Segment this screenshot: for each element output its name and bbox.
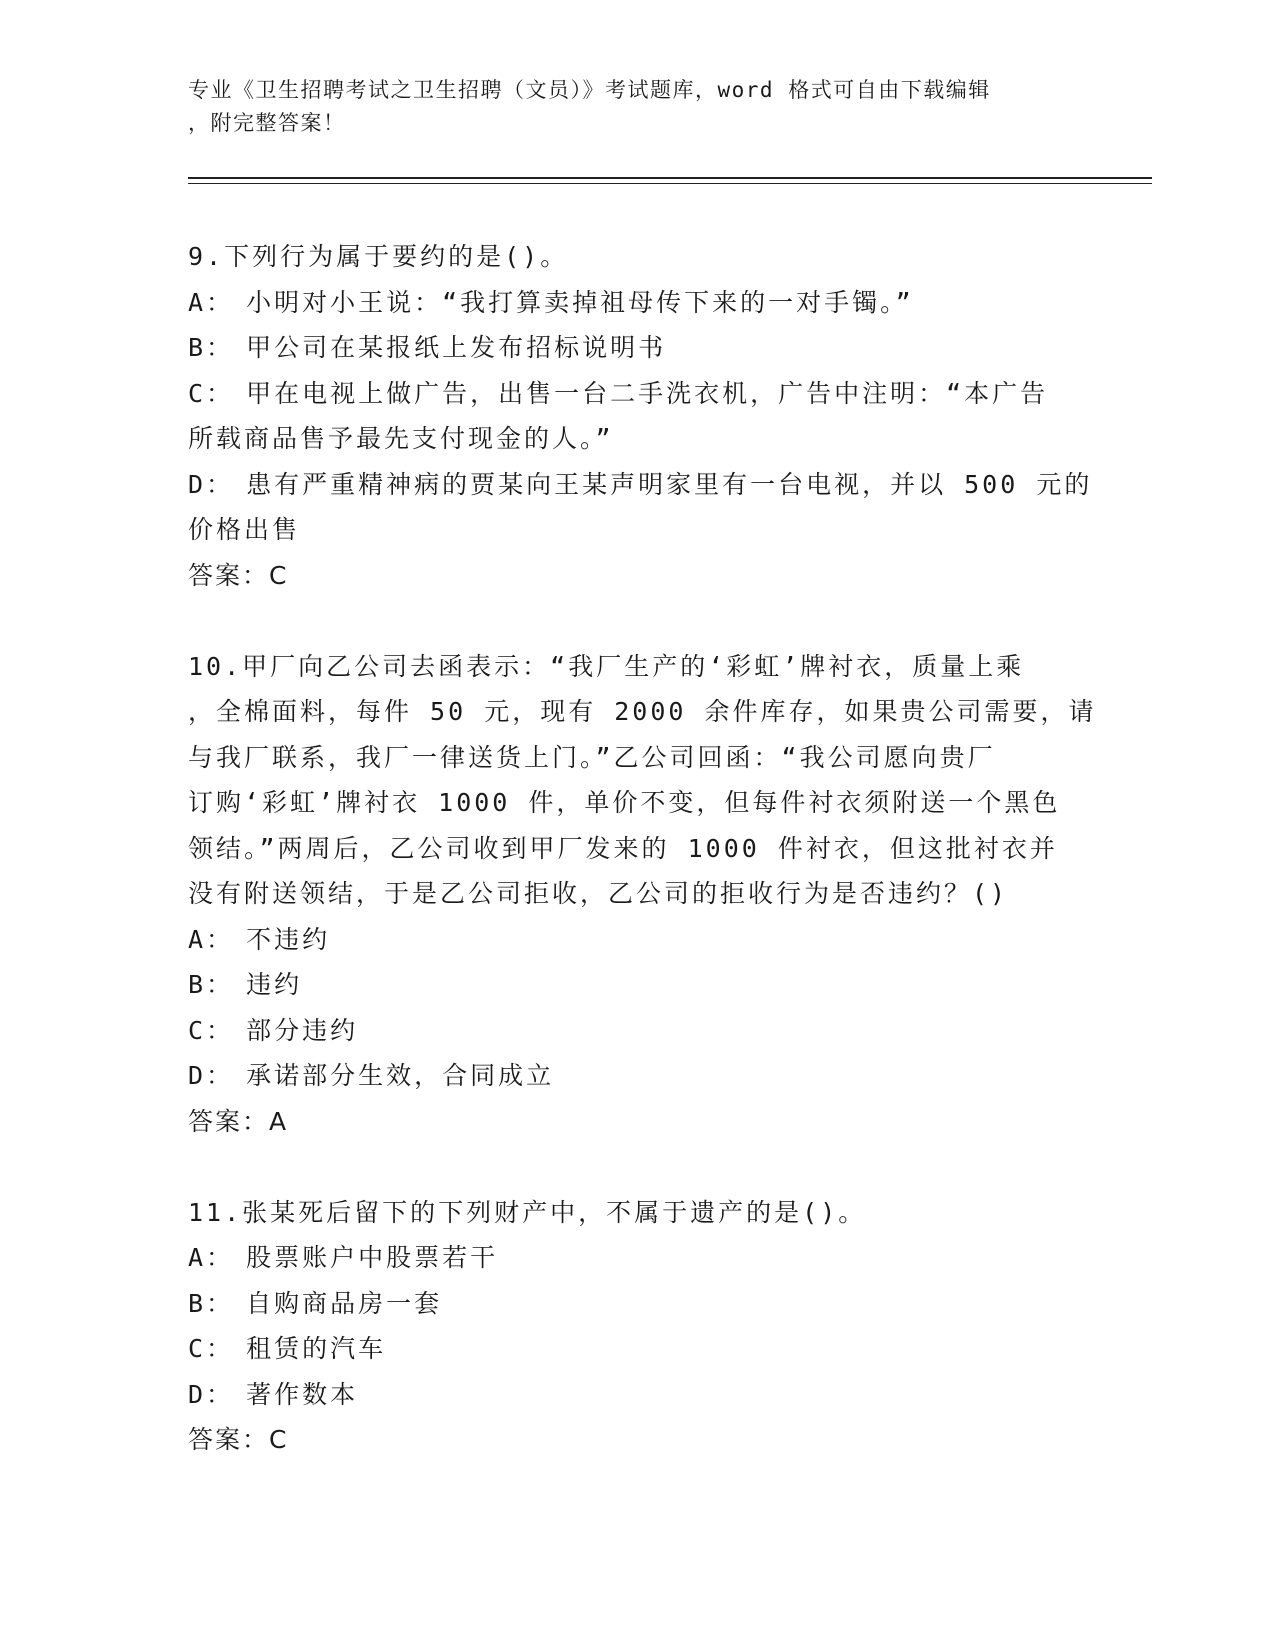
option-key: B：: [188, 333, 235, 362]
header-divider: [188, 177, 1152, 184]
question-list: [188, 234, 1097, 1508]
option-key: D：: [188, 469, 235, 499]
option-text: 承诺部分生效，合同成立: [246, 1061, 555, 1090]
option-a-line: [188, 1235, 1088, 1281]
document-header: [188, 74, 1068, 140]
option-key: B：: [188, 1288, 235, 1318]
option-text: 违约: [246, 970, 303, 999]
option-text: 部分违约: [246, 1015, 359, 1045]
option-text: 甲在电视上做广告，出售一台二手洗衣机，广告中注明：“本广告: [246, 378, 1049, 408]
option-c-line: [188, 1326, 1088, 1372]
option-key: C：: [188, 1334, 235, 1363]
question-3: [188, 1190, 1088, 1463]
option-a-line: [188, 280, 1088, 326]
question-stem-line: 订购‘彩虹’牌衬衣 1000 件，单价不变，但每件衬衣须附送一个黑色: [188, 788, 1061, 817]
question-stem-line: 与我厂联系，我厂一律送货上门。”乙公司回函：“我公司愿向贵厂: [188, 742, 996, 772]
option-d-line: [188, 1372, 1088, 1418]
option-key: C：: [188, 1015, 235, 1045]
option-text: 租赁的汽车: [246, 1334, 387, 1363]
option-text: 自购商品房一套: [246, 1288, 443, 1318]
answer-line: 答案：C: [188, 560, 289, 590]
question-stem-line: 9.下列行为属于要约的是()。: [188, 242, 569, 271]
option-key: D：: [188, 1379, 235, 1409]
question-stem-line: 10.甲厂向乙公司去函表示：“我厂生产的‘彩虹’牌衬衣，质量上乘: [188, 651, 1025, 681]
option-a-line: [188, 917, 1088, 963]
question-stem-line: ，全棉面料，每件 50 元，现有 2000 余件库存，如果贵公司需要，请: [188, 697, 1097, 726]
option-key: D：: [188, 1061, 235, 1090]
option-text: 价格出售: [188, 515, 301, 544]
answer-line: 答案：C: [188, 1425, 289, 1454]
question-stem-line: 11.张某死后留下的下列财产中，不属于遗产的是()。: [188, 1197, 867, 1227]
option-d-line: [188, 507, 1088, 553]
question-1: [188, 234, 1093, 598]
question-stem-line: 没有附送领结，于是乙公司拒收，乙公司的拒收行为是否违约？(): [188, 879, 1009, 908]
option-c-line: [188, 416, 1088, 462]
option-b-line: [188, 962, 1088, 1008]
option-key: A：: [188, 287, 235, 317]
header-line-2: ，附完整答案！: [188, 111, 346, 135]
option-text: 小明对小王说：“我打算卖掉祖母传下来的一对手镯。”: [246, 287, 914, 317]
option-text: 甲公司在某报纸上发布招标说明书: [246, 333, 667, 362]
option-text: 所载商品售予最先支付现金的人。”: [188, 424, 614, 453]
option-text: 股票账户中股票若干: [246, 1243, 499, 1272]
option-b-line: [188, 1281, 1088, 1327]
header-line-1: 专业《卫生招聘考试之卫生招聘（文员）》考试题库，word 格式可自由下载编辑: [188, 78, 991, 102]
option-key: A：: [188, 1243, 235, 1272]
option-key: B：: [188, 970, 235, 999]
option-c-line: [188, 371, 1088, 417]
question-stem-line: 领结。”两周后，乙公司收到甲厂发来的 1000 件衬衣，但这批衬衣并: [188, 833, 1058, 863]
answer-line: 答案：A: [188, 1106, 289, 1136]
option-text: 著作数本: [246, 1379, 359, 1409]
option-text: 不违约: [246, 924, 331, 954]
question-2: [188, 644, 1097, 1145]
option-d-line: [188, 1053, 1088, 1099]
option-key: C：: [188, 378, 235, 408]
option-key: A：: [188, 924, 235, 954]
option-d-line: [188, 462, 1093, 508]
option-text: 患有严重精神病的贾某向王某声明家里有一台电视，并以 500 元的: [246, 469, 1093, 499]
option-b-line: [188, 325, 1088, 371]
option-c-line: [188, 1008, 1088, 1054]
